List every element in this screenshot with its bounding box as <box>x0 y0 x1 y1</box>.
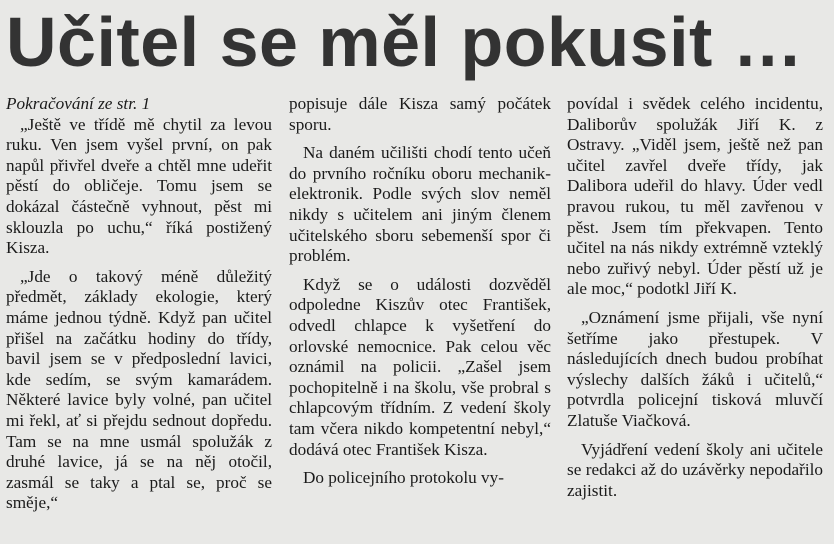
continued-from-label: Pokračování ze str. 1 <box>6 94 151 113</box>
paragraph: Vyjádření vedení školy ani učitele se redakci až do uzávěrky nepodařilo zajistit. <box>567 439 823 500</box>
headline: Učitel se měl pokusit … <box>6 3 804 81</box>
paragraph: Na daném učilišti chodí tento učeň do prvního ročníku oboru mechanik-elektronik. Podle svých slov neměl nikdy s učitelem ani jiným členem učitelského sboru sebemenší spor či problém. <box>289 143 551 266</box>
article-column-2 <box>289 94 551 497</box>
paragraph: „Oznámení jsme přijali, vše nyní šetříme jako přestupek. V následujících dnech budou probíhat výslechy dalších žáků i učitelů,“ potvrdla policejní tisková mluvčí Zlatuše Viačková. <box>567 307 823 430</box>
paragraph: Do policejního protokolu vy- <box>303 468 504 488</box>
article-column-1 <box>6 94 272 522</box>
paragraph: „Ještě ve třídě mě chytil za levou ruku. Ven jsem vyšel první, on pak napůl přivřel dveře a chtěl mne udeřit pěstí do obličeje. Tomu jsem se dokázal částečně vyhnout, pěst mi sklouzla po uchu,“ říká postižený Kisza. <box>6 114 272 258</box>
paragraph: Když se o události dozvěděl odpoledne Kiszův otec František, odvedl chlapce k vyšetření do orlovské nemocnice. Pak celou věc oznámil na policii. „Zašel jsem pochopitelně i na školu, vše probral s chlapcovým třídním. Z vedení školy tam včera nikdo kompetentní nebyl,“ dodává otec František Kisza. <box>289 274 551 459</box>
article-column-3 <box>567 94 823 509</box>
paragraph: „Jde o takový méně důležitý předmět, základy ekologie, který máme jednou týdně. Když pan učitel přišel na začátku hodiny do třídy, bavil jsem se v předposlední lavici, kde sedím, se svým kamarádem. Některé lavice byly volné, pan učitel mi řekl, ať si přejdu sednout dopředu. Tam se na mne usmál spolužák z druhé lavice, já se na něj otočil, zasmál se taky a ptal se, proč se směje,“ <box>6 266 272 513</box>
paragraph: povídal i svědek celého incidentu, Daliborův spolužák Jiří K. z Ostravy. „Viděl jsem, ještě než pan učitel zavřel dveře třídy, jak Dalibora udeřil do hlavy. Úder vedl pravou rukou, tu měl zavřenou v pěst. Jsem tím překvapen. Tento učitel na nás nikdy extrémně vzteklý nebo zuřivý nebyl. Úder pěstí už je ale moc,“ podotkl Jiří K. <box>567 94 823 299</box>
paragraph: popisuje dále Kisza samý počátek sporu. <box>289 94 551 134</box>
